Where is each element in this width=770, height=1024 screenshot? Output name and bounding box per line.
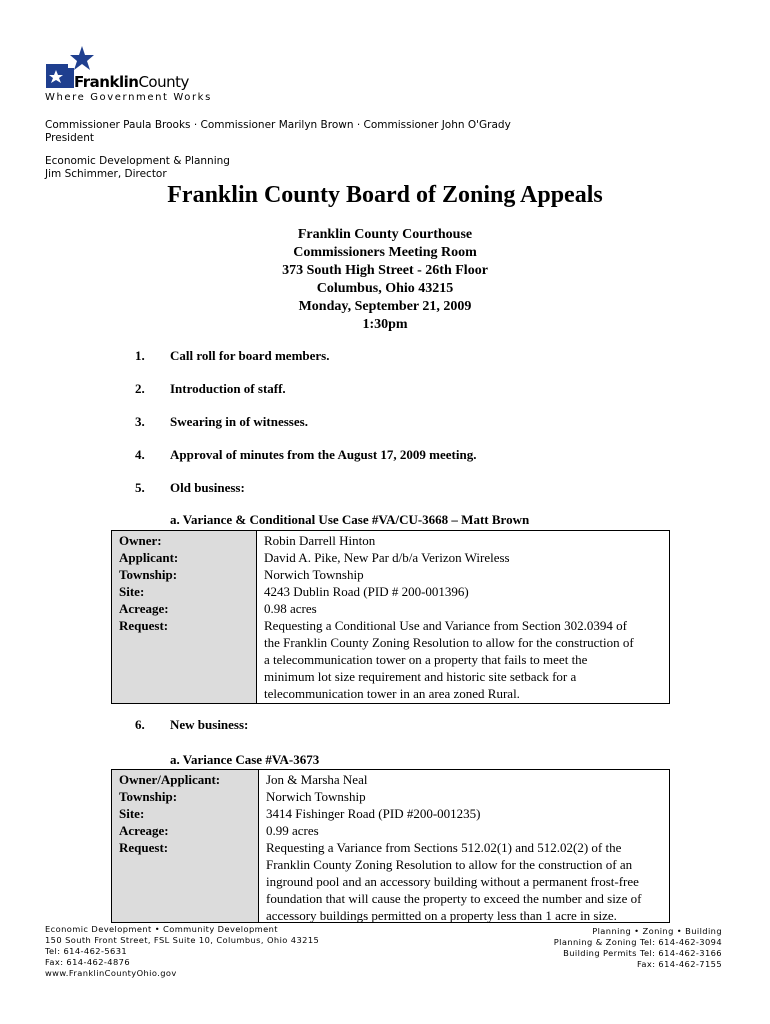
field-label: Request: bbox=[119, 840, 169, 855]
agenda-number: 3. bbox=[135, 414, 145, 429]
field-label: Acreage: bbox=[119, 823, 169, 838]
footer-line: Planning • Zoning • Building bbox=[592, 926, 722, 936]
logo-wordmark bbox=[74, 73, 189, 91]
new-case-values bbox=[266, 771, 641, 924]
field-label: Owner: bbox=[119, 533, 162, 548]
field-value: foundation that will cause the property to exceed the number and size of bbox=[266, 891, 642, 906]
venue-line: Franklin County Courthouse bbox=[297, 227, 473, 242]
field-value: Franklin County Zoning Resolution to allow for the construction of an bbox=[266, 857, 633, 872]
venue-line: 1:30pm bbox=[362, 317, 408, 332]
commissioners-block bbox=[45, 119, 511, 145]
footer-line: Planning & Zoning Tel: 614-462-3094 bbox=[553, 937, 722, 947]
footer-line: Fax: 614-462-4876 bbox=[45, 957, 131, 967]
new-case-table bbox=[111, 769, 670, 923]
field-label: Township: bbox=[119, 567, 178, 582]
agenda-number: 6. bbox=[135, 717, 145, 732]
field-value: 3414 Fishinger Road (PID #200-001235) bbox=[266, 806, 481, 821]
agenda-text: New business: bbox=[170, 717, 249, 732]
president-label: President bbox=[45, 132, 94, 144]
field-label: Request: bbox=[119, 618, 169, 633]
venue-line: Commissioners Meeting Room bbox=[293, 245, 477, 260]
footer-line: 150 South Front Street, FSL Suite 10, Columbus, Ohio 43215 bbox=[45, 935, 320, 945]
venue-line: 373 South High Street - 26th Floor bbox=[282, 263, 488, 278]
department-name: Economic Development & Planning bbox=[45, 155, 230, 167]
footer-line: Fax: 614-462-7155 bbox=[636, 959, 722, 969]
field-value: 0.98 acres bbox=[264, 601, 317, 616]
logo-tagline: Where Government Works bbox=[45, 92, 212, 103]
footer-right bbox=[554, 926, 722, 970]
field-value: Robin Darrell Hinton bbox=[264, 533, 376, 548]
new-case-heading: a. Variance Case #VA-3673 bbox=[170, 752, 320, 767]
field-value: Jon & Marsha Neal bbox=[266, 772, 368, 787]
old-case-heading: a. Variance & Conditional Use Case #VA/CU-3668 – Matt Brown bbox=[170, 512, 530, 527]
agenda-text: Introduction of staff. bbox=[170, 381, 286, 396]
commissioners-line: Commissioner Paula Brooks · Commissioner Marilyn Brown · Commissioner John O'Grady bbox=[45, 119, 511, 131]
old-case-values bbox=[264, 532, 634, 702]
agenda-number: 2. bbox=[135, 381, 145, 396]
agenda-text: Approval of minutes from the August 17, 2009 meeting. bbox=[170, 447, 477, 462]
director-name: Jim Schimmer, Director bbox=[45, 168, 167, 180]
venue-line: Monday, September 21, 2009 bbox=[298, 299, 472, 314]
field-value: telecommunication tower in an area zoned Rural. bbox=[264, 686, 520, 701]
field-value: 4243 Dublin Road (PID # 200-001396) bbox=[264, 584, 469, 599]
old-case-table bbox=[111, 530, 670, 704]
footer-line: Tel: 614-462-5631 bbox=[45, 946, 128, 956]
meeting-venue bbox=[0, 226, 770, 334]
footer-line: Economic Development • Community Development bbox=[45, 924, 278, 934]
field-label: Acreage: bbox=[119, 601, 169, 616]
agenda-text: Old business: bbox=[170, 480, 245, 495]
footer-link[interactable]: www.FranklinCountyOhio.gov bbox=[45, 968, 177, 978]
field-label: Site: bbox=[119, 584, 145, 599]
field-label: Township: bbox=[119, 789, 178, 804]
field-value: inground pool and an accessory building without a permanent frost-free bbox=[266, 874, 639, 889]
field-value: accessory buildings permitted on a property less than 1 acre in size. bbox=[266, 908, 617, 923]
logo-text-light: County bbox=[138, 73, 189, 91]
field-value: Norwich Township bbox=[266, 789, 366, 804]
field-label: Applicant: bbox=[119, 550, 179, 565]
venue-line: Columbus, Ohio 43215 bbox=[316, 281, 454, 296]
agenda-text: Call roll for board members. bbox=[170, 348, 330, 363]
footer-line: Building Permits Tel: 614-462-3166 bbox=[563, 948, 722, 958]
field-label: Site: bbox=[119, 806, 145, 821]
field-value: Requesting a Conditional Use and Variance from Section 302.0394 of bbox=[264, 618, 627, 633]
star-icon bbox=[70, 46, 94, 70]
page-title: Franklin County Board of Zoning Appeals bbox=[167, 182, 603, 208]
agenda-text: Swearing in of witnesses. bbox=[170, 414, 308, 429]
field-label: Owner/Applicant: bbox=[119, 772, 221, 787]
agenda-number: 4. bbox=[135, 447, 145, 462]
field-value: Requesting a Variance from Sections 512.02(1) and 512.02(2) of the bbox=[266, 840, 622, 855]
field-value: minimum lot size requirement and historic site setback for a bbox=[264, 669, 577, 684]
logo-text-bold: Franklin bbox=[74, 73, 139, 91]
field-value: a telecommunication tower on a property that fails to meet the bbox=[264, 652, 588, 667]
field-value: Norwich Township bbox=[264, 567, 364, 582]
old-case-labels bbox=[119, 532, 178, 634]
field-value: 0.99 acres bbox=[266, 823, 319, 838]
department-block bbox=[45, 155, 230, 181]
field-value: David A. Pike, New Par d/b/a Verizon Wireless bbox=[264, 550, 510, 565]
agenda-number: 5. bbox=[135, 480, 145, 495]
agenda-number: 1. bbox=[135, 348, 145, 363]
field-value: the Franklin County Zoning Resolution to allow for the construction of bbox=[264, 635, 634, 650]
footer-left bbox=[45, 924, 319, 979]
new-case-labels bbox=[119, 771, 220, 856]
